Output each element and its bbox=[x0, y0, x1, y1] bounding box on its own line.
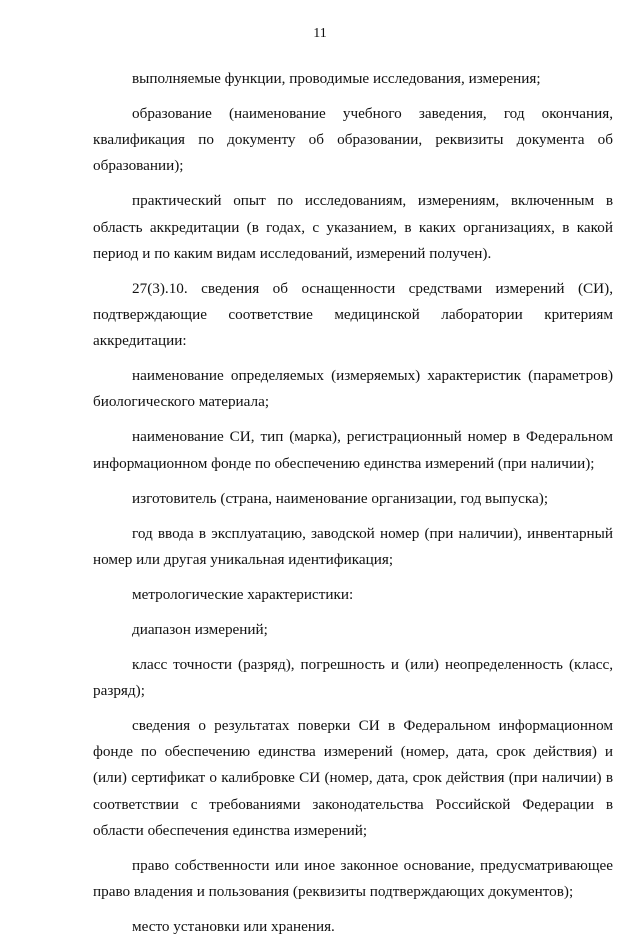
paragraph: место установки или хранения. bbox=[132, 918, 335, 936]
document-body bbox=[93, 66, 613, 949]
paragraph: изготовитель (страна, наименование организации, год выпуска); bbox=[132, 489, 549, 507]
paragraph: образование (наименование учебного заведения, год окончания, квалификация по документу об образовании, реквизиты документа об образовании); bbox=[93, 105, 613, 175]
paragraph: метрологические характеристики: bbox=[132, 585, 354, 603]
paragraph: право собственности или иное законное основание, предусматривающее право владения и пользования (реквизиты подтверждающих документов); bbox=[93, 856, 613, 901]
paragraph: сведения о результатах поверки СИ в Федеральном информационном фонде по обеспечению единства измерений (номер, дата, срок действия) и (или) сертификат о калибровке СИ (номер, дата, срок действия (при наличии) в соответствии с требованиями законодательства Российской Федерации в области обеспечения единства измерений; bbox=[93, 717, 613, 839]
paragraph: выполняемые функции, проводимые исследования, измерения; bbox=[132, 70, 541, 87]
paragraph: наименование СИ, тип (марка), регистрационный номер в Федеральном информационном фонде по обеспечению единства измерений (при наличии); bbox=[93, 428, 613, 472]
paragraph: 27(3).10. сведения об оснащенности средствами измерений (СИ), подтверждающие соответствие медицинской лаборатории критериям аккредитации: bbox=[93, 279, 613, 350]
paragraph: класс точности (разряд), погрешность и (или) неопределенность (класс, разряд); bbox=[93, 655, 613, 700]
paragraph: год ввода в эксплуатацию, заводской номер (при наличии), инвентарный номер или другая уникальная идентификация; bbox=[93, 524, 613, 568]
paragraph: наименование определяемых (измеряемых) характеристик (параметров) биологического материала; bbox=[93, 367, 613, 411]
paragraph: практический опыт по исследованиям, измерениям, включенным в область аккредитации (в годах, с указанием, в каких организациях, в какой период и по каким видам исследований, измерений получен). bbox=[93, 192, 613, 262]
paragraph: диапазон измерений; bbox=[132, 620, 268, 638]
page-number: 11 bbox=[313, 26, 327, 41]
